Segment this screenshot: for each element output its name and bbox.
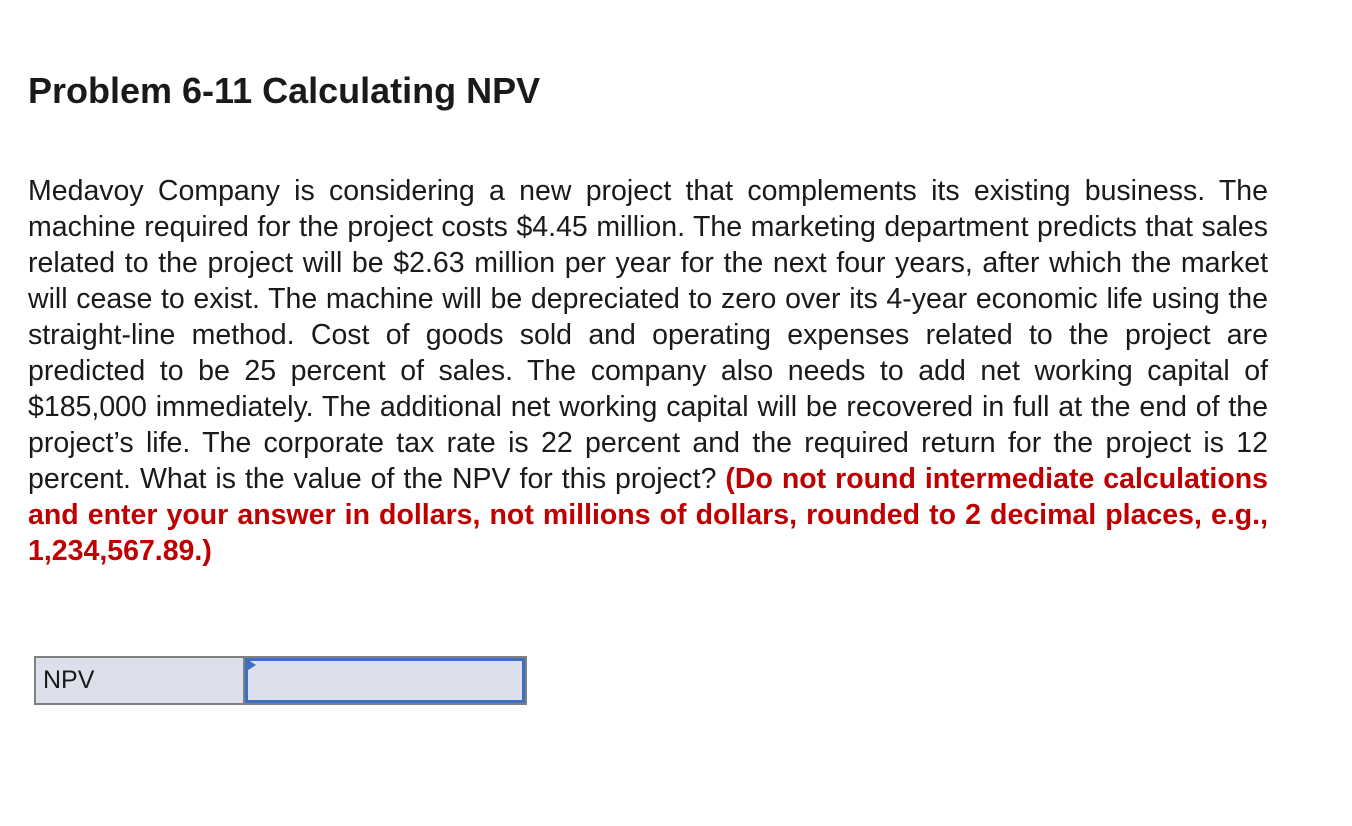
answer-instructions: (Do not round intermediate calculations and enter your answer in dollars, not millions of dollars, rounded to 2 decimal places, e.g., 1,234,567.89.): [28, 463, 1268, 567]
page-title: Problem 6-11 Calculating NPV: [28, 70, 541, 111]
problem-body-text: Medavoy Company is considering a new project that complements its existing business. The machine required for the project costs $4.45 million. The marketing department predicts that sales related to the project will be $2.63 million per year for the next four years, after which the market will cease to exist. The machine will be depreciated to zero over its 4-year economic life using the straight-line method. Cost of goods sold and operating expenses related to the project are predicted to be 25 percent of sales. The company also needs to add net working capital of $185,000 immediately. The additional net working capital will be recovered in full at the end of the project’s life. The corporate tax rate is 22 percent and the required return for the project is 12 percent. What is the value of the NPV for this project?: [28, 175, 1268, 495]
problem-statement: [28, 173, 1268, 569]
npv-label: NPV: [35, 657, 244, 704]
npv-input[interactable]: [245, 658, 525, 703]
active-cell-marker-icon: [245, 658, 256, 672]
npv-input-cell[interactable]: [244, 657, 526, 704]
answer-table: [34, 656, 527, 705]
npv-row: [35, 657, 526, 704]
